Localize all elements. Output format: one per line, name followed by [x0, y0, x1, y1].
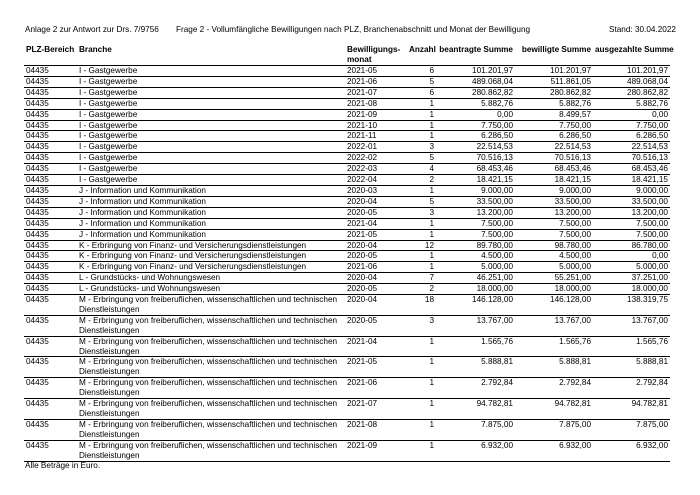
cell-beantragt: 280.862,82 — [437, 87, 515, 98]
cell-bewilligt: 55.251,00 — [515, 273, 593, 284]
cell-bewilligt: 94.782,81 — [515, 399, 593, 420]
table-row — [24, 207, 670, 218]
document-reference: Anlage 2 zur Antwort zur Drs. 7/9756 — [25, 25, 159, 34]
table-row — [24, 336, 670, 357]
cell-bewilligt: 7.500,00 — [515, 218, 593, 229]
table-row — [24, 440, 670, 461]
table-row — [24, 315, 670, 336]
cell-branche: J - Information und Kommunikation — [77, 207, 345, 218]
cell-monat: 2021-06 — [345, 262, 407, 273]
cell-ausgezahlt: 7.875,00 — [593, 419, 670, 440]
cell-plz: 04435 — [24, 229, 77, 240]
cell-beantragt: 4.500,00 — [437, 251, 515, 262]
cell-plz: 04435 — [24, 336, 77, 357]
cell-plz: 04435 — [24, 164, 77, 175]
cell-anzahl: 1 — [407, 357, 437, 378]
cell-bewilligt: 7.875,00 — [515, 419, 593, 440]
cell-beantragt: 68.453,46 — [437, 164, 515, 175]
cell-bewilligt: 511.861,05 — [515, 76, 593, 87]
cell-ausgezahlt: 101.201,97 — [593, 66, 670, 77]
cell-bewilligt: 22.514,53 — [515, 142, 593, 153]
cell-beantragt: 7.500,00 — [437, 229, 515, 240]
cell-plz: 04435 — [24, 109, 77, 120]
cell-anzahl: 1 — [407, 419, 437, 440]
cell-branche: M - Erbringung von freiberuflichen, wissenschaftlichen und technischen Dienstleistungen — [77, 419, 345, 440]
cell-ausgezahlt: 9.000,00 — [593, 185, 670, 196]
cell-beantragt: 70.516,13 — [437, 153, 515, 164]
cell-ausgezahlt: 18.421,15 — [593, 175, 670, 186]
cell-bewilligt: 280.862,82 — [515, 87, 593, 98]
cell-beantragt: 0,00 — [437, 109, 515, 120]
cell-plz: 04435 — [24, 273, 77, 284]
cell-beantragt: 22.514,53 — [437, 142, 515, 153]
cell-monat: 2021-06 — [345, 76, 407, 87]
cell-monat: 2020-05 — [345, 284, 407, 295]
cell-branche: I - Gastgewerbe — [77, 109, 345, 120]
cell-beantragt: 7.500,00 — [437, 218, 515, 229]
cell-bewilligt: 8.499,57 — [515, 109, 593, 120]
cell-branche: K - Erbringung von Finanz- und Versicherungsdienstleistungen — [77, 251, 345, 262]
cell-anzahl: 1 — [407, 131, 437, 142]
cell-branche: M - Erbringung von freiberuflichen, wissenschaftlichen und technischen Dienstleistungen — [77, 315, 345, 336]
cell-ausgezahlt: 489.068,04 — [593, 76, 670, 87]
cell-monat: 2020-05 — [345, 207, 407, 218]
cell-branche: J - Information und Kommunikation — [77, 196, 345, 207]
cell-plz: 04435 — [24, 251, 77, 262]
cell-ausgezahlt: 18.000,00 — [593, 284, 670, 295]
cell-branche: I - Gastgewerbe — [77, 120, 345, 131]
cell-monat: 2021-08 — [345, 419, 407, 440]
cell-bewilligt: 7.750,00 — [515, 120, 593, 131]
cell-plz: 04435 — [24, 284, 77, 295]
cell-monat: 2022-03 — [345, 164, 407, 175]
table-row — [24, 295, 670, 316]
cell-beantragt: 13.200,00 — [437, 207, 515, 218]
cell-branche: M - Erbringung von freiberuflichen, wissenschaftlichen und technischen Dienstleistungen — [77, 357, 345, 378]
cell-monat: 2021-07 — [345, 399, 407, 420]
cell-plz: 04435 — [24, 295, 77, 316]
cell-branche: L - Grundstücks- und Wohnungswesen — [77, 273, 345, 284]
cell-bewilligt: 7.500,00 — [515, 229, 593, 240]
cell-ausgezahlt: 86.780,00 — [593, 240, 670, 251]
cell-anzahl: 1 — [407, 109, 437, 120]
cell-beantragt: 489.068,04 — [437, 76, 515, 87]
cell-bewilligt: 6.286,50 — [515, 131, 593, 142]
cell-ausgezahlt: 5.000,00 — [593, 262, 670, 273]
cell-beantragt: 5.882,76 — [437, 98, 515, 109]
cell-monat: 2021-09 — [345, 440, 407, 461]
cell-branche: J - Information und Kommunikation — [77, 229, 345, 240]
cell-plz: 04435 — [24, 98, 77, 109]
table-row — [24, 142, 670, 153]
cell-beantragt: 2.792,84 — [437, 378, 515, 399]
cell-beantragt: 89.780,00 — [437, 240, 515, 251]
table-row — [24, 357, 670, 378]
cell-plz: 04435 — [24, 399, 77, 420]
table-row — [24, 262, 670, 273]
cell-ausgezahlt: 5.882,76 — [593, 98, 670, 109]
cell-monat: 2021-09 — [345, 109, 407, 120]
cell-ausgezahlt: 280.862,82 — [593, 87, 670, 98]
cell-monat: 2020-04 — [345, 273, 407, 284]
cell-anzahl: 1 — [407, 229, 437, 240]
cell-anzahl: 1 — [407, 440, 437, 461]
cell-bewilligt: 33.500,00 — [515, 196, 593, 207]
cell-bewilligt: 5.000,00 — [515, 262, 593, 273]
table-row — [24, 164, 670, 175]
cell-plz: 04435 — [24, 66, 77, 77]
cell-monat: 2021-08 — [345, 98, 407, 109]
table-row — [24, 120, 670, 131]
table-header-row — [24, 45, 670, 66]
cell-plz: 04435 — [24, 153, 77, 164]
cell-plz: 04435 — [24, 315, 77, 336]
cell-bewilligt: 4.500,00 — [515, 251, 593, 262]
cell-monat: 2020-04 — [345, 240, 407, 251]
cell-bewilligt: 68.453,46 — [515, 164, 593, 175]
cell-anzahl: 3 — [407, 207, 437, 218]
cell-bewilligt: 5.882,76 — [515, 98, 593, 109]
table-row — [24, 399, 670, 420]
cell-beantragt: 6.932,00 — [437, 440, 515, 461]
cell-branche: J - Information und Kommunikation — [77, 218, 345, 229]
data-table — [24, 45, 674, 462]
cell-plz: 04435 — [24, 76, 77, 87]
cell-branche: I - Gastgewerbe — [77, 76, 345, 87]
cell-beantragt: 5.888,81 — [437, 357, 515, 378]
cell-bewilligt: 5.888,81 — [515, 357, 593, 378]
cell-anzahl: 2 — [407, 175, 437, 186]
cell-ausgezahlt: 68.453,46 — [593, 164, 670, 175]
cell-monat: 2021-04 — [345, 336, 407, 357]
cell-beantragt: 7.750,00 — [437, 120, 515, 131]
cell-anzahl: 4 — [407, 164, 437, 175]
cell-monat: 2021-07 — [345, 87, 407, 98]
cell-plz: 04435 — [24, 419, 77, 440]
cell-anzahl: 1 — [407, 218, 437, 229]
table-row — [24, 196, 670, 207]
cell-branche: I - Gastgewerbe — [77, 87, 345, 98]
cell-ausgezahlt: 6.932,00 — [593, 440, 670, 461]
table-row — [24, 378, 670, 399]
cell-anzahl: 5 — [407, 76, 437, 87]
cell-plz: 04435 — [24, 262, 77, 273]
table-row — [24, 76, 670, 87]
cell-ausgezahlt: 22.514,53 — [593, 142, 670, 153]
cell-monat: 2022-01 — [345, 142, 407, 153]
table-row — [24, 218, 670, 229]
cell-ausgezahlt: 0,00 — [593, 109, 670, 120]
cell-ausgezahlt: 0,00 — [593, 251, 670, 262]
cell-ausgezahlt: 13.200,00 — [593, 207, 670, 218]
cell-anzahl: 5 — [407, 196, 437, 207]
column-header-monat: Bewilligungs-monat — [345, 45, 407, 66]
cell-ausgezahlt: 5.888,81 — [593, 357, 670, 378]
cell-branche: I - Gastgewerbe — [77, 164, 345, 175]
cell-bewilligt: 101.201,97 — [515, 66, 593, 77]
cell-monat: 2020-04 — [345, 196, 407, 207]
cell-ausgezahlt: 37.251,00 — [593, 273, 670, 284]
cell-beantragt: 9.000,00 — [437, 185, 515, 196]
table-row — [24, 273, 670, 284]
cell-beantragt: 7.875,00 — [437, 419, 515, 440]
cell-ausgezahlt: 94.782,81 — [593, 399, 670, 420]
cell-ausgezahlt: 1.565,76 — [593, 336, 670, 357]
cell-monat: 2021-05 — [345, 229, 407, 240]
cell-anzahl: 2 — [407, 284, 437, 295]
cell-anzahl: 1 — [407, 251, 437, 262]
cell-ausgezahlt: 138.319,75 — [593, 295, 670, 316]
cell-plz: 04435 — [24, 357, 77, 378]
cell-branche: K - Erbringung von Finanz- und Versicherungsdienstleistungen — [77, 262, 345, 273]
cell-monat: 2021-05 — [345, 66, 407, 77]
cell-beantragt: 101.201,97 — [437, 66, 515, 77]
cell-ausgezahlt: 2.792,84 — [593, 378, 670, 399]
table-row — [24, 153, 670, 164]
cell-branche: L - Grundstücks- und Wohnungswesen — [77, 284, 345, 295]
cell-bewilligt: 146.128,00 — [515, 295, 593, 316]
cell-plz: 04435 — [24, 175, 77, 186]
cell-plz: 04435 — [24, 207, 77, 218]
table-row — [24, 87, 670, 98]
cell-anzahl: 1 — [407, 120, 437, 131]
cell-monat: 2022-04 — [345, 175, 407, 186]
table-row — [24, 185, 670, 196]
cell-branche: M - Erbringung von freiberuflichen, wissenschaftlichen und technischen Dienstleistungen — [77, 295, 345, 316]
cell-plz: 04435 — [24, 142, 77, 153]
cell-monat: 2021-06 — [345, 378, 407, 399]
cell-beantragt: 6.286,50 — [437, 131, 515, 142]
cell-plz: 04435 — [24, 440, 77, 461]
cell-bewilligt: 98.780,00 — [515, 240, 593, 251]
cell-ausgezahlt: 70.516,13 — [593, 153, 670, 164]
table-row — [24, 251, 670, 262]
cell-plz: 04435 — [24, 185, 77, 196]
cell-beantragt: 1.565,76 — [437, 336, 515, 357]
cell-anzahl: 12 — [407, 240, 437, 251]
column-header-bewilligt: bewilligte Summe — [515, 45, 593, 66]
cell-monat: 2020-03 — [345, 185, 407, 196]
table-row — [24, 98, 670, 109]
cell-anzahl: 1 — [407, 262, 437, 273]
table-row — [24, 109, 670, 120]
cell-monat: 2021-10 — [345, 120, 407, 131]
cell-anzahl: 1 — [407, 378, 437, 399]
cell-beantragt: 5.000,00 — [437, 262, 515, 273]
cell-ausgezahlt: 6.286,50 — [593, 131, 670, 142]
cell-monat: 2020-04 — [345, 295, 407, 316]
column-header-beantragt: beantragte Summe — [437, 45, 515, 66]
cell-branche: I - Gastgewerbe — [77, 175, 345, 186]
cell-anzahl: 1 — [407, 399, 437, 420]
cell-branche: M - Erbringung von freiberuflichen, wissenschaftlichen und technischen Dienstleistungen — [77, 378, 345, 399]
cell-branche: I - Gastgewerbe — [77, 142, 345, 153]
cell-anzahl: 1 — [407, 336, 437, 357]
cell-ausgezahlt: 33.500,00 — [593, 196, 670, 207]
footer-note: Alle Beträge in Euro. — [25, 461, 101, 470]
cell-monat: 2022-02 — [345, 153, 407, 164]
cell-beantragt: 18.000,00 — [437, 284, 515, 295]
cell-plz: 04435 — [24, 131, 77, 142]
cell-monat: 2021-04 — [345, 218, 407, 229]
column-header-ausgezahlt: ausgezahlte Summe — [593, 45, 670, 66]
cell-anzahl: 6 — [407, 87, 437, 98]
cell-plz: 04435 — [24, 196, 77, 207]
cell-ausgezahlt: 7.500,00 — [593, 229, 670, 240]
table-row — [24, 66, 670, 77]
cell-beantragt: 33.500,00 — [437, 196, 515, 207]
document-date: Stand: 30.04.2022 — [609, 25, 676, 34]
cell-branche: I - Gastgewerbe — [77, 131, 345, 142]
cell-branche: M - Erbringung von freiberuflichen, wissenschaftlichen und technischen Dienstleistungen — [77, 336, 345, 357]
cell-bewilligt: 13.200,00 — [515, 207, 593, 218]
table-row — [24, 175, 670, 186]
table-body — [24, 66, 670, 462]
cell-branche: J - Information und Kommunikation — [77, 185, 345, 196]
cell-anzahl: 5 — [407, 153, 437, 164]
cell-branche: M - Erbringung von freiberuflichen, wissenschaftlichen und technischen Dienstleistungen — [77, 399, 345, 420]
cell-plz: 04435 — [24, 240, 77, 251]
cell-beantragt: 18.421,15 — [437, 175, 515, 186]
cell-branche: M - Erbringung von freiberuflichen, wissenschaftlichen und technischen Dienstleistungen — [77, 440, 345, 461]
cell-bewilligt: 9.000,00 — [515, 185, 593, 196]
cell-branche: K - Erbringung von Finanz- und Versicherungsdienstleistungen — [77, 240, 345, 251]
table-row — [24, 419, 670, 440]
table-row — [24, 229, 670, 240]
cell-monat: 2020-05 — [345, 315, 407, 336]
cell-bewilligt: 6.932,00 — [515, 440, 593, 461]
cell-monat: 2021-05 — [345, 357, 407, 378]
cell-anzahl: 6 — [407, 66, 437, 77]
cell-plz: 04435 — [24, 87, 77, 98]
cell-branche: I - Gastgewerbe — [77, 66, 345, 77]
cell-plz: 04435 — [24, 218, 77, 229]
cell-bewilligt: 2.792,84 — [515, 378, 593, 399]
cell-beantragt: 94.782,81 — [437, 399, 515, 420]
cell-bewilligt: 18.421,15 — [515, 175, 593, 186]
document-title: Frage 2 - Vollumfängliche Bewilligungen nach PLZ, Branchenabschnitt und Monat der Bewilligung — [176, 25, 531, 34]
cell-monat: 2020-05 — [345, 251, 407, 262]
cell-anzahl: 3 — [407, 142, 437, 153]
cell-branche: I - Gastgewerbe — [77, 153, 345, 164]
cell-branche: I - Gastgewerbe — [77, 98, 345, 109]
table-row — [24, 240, 670, 251]
cell-anzahl: 18 — [407, 295, 437, 316]
cell-ausgezahlt: 7.750,00 — [593, 120, 670, 131]
column-header-plz: PLZ-Bereich — [24, 45, 77, 66]
cell-plz: 04435 — [24, 378, 77, 399]
cell-monat: 2021-11 — [345, 131, 407, 142]
cell-anzahl: 3 — [407, 315, 437, 336]
cell-ausgezahlt: 13.767,00 — [593, 315, 670, 336]
column-header-anzahl: Anzahl — [407, 45, 437, 66]
cell-plz: 04435 — [24, 120, 77, 131]
cell-bewilligt: 13.767,00 — [515, 315, 593, 336]
cell-anzahl: 1 — [407, 98, 437, 109]
cell-anzahl: 7 — [407, 273, 437, 284]
cell-ausgezahlt: 7.500,00 — [593, 218, 670, 229]
cell-beantragt: 46.251,00 — [437, 273, 515, 284]
table-row — [24, 284, 670, 295]
table-row — [24, 131, 670, 142]
cell-beantragt: 146.128,00 — [437, 295, 515, 316]
cell-bewilligt: 70.516,13 — [515, 153, 593, 164]
column-header-branche: Branche — [77, 45, 345, 66]
cell-bewilligt: 1.565,76 — [515, 336, 593, 357]
cell-bewilligt: 18.000,00 — [515, 284, 593, 295]
cell-anzahl: 1 — [407, 185, 437, 196]
cell-beantragt: 13.767,00 — [437, 315, 515, 336]
